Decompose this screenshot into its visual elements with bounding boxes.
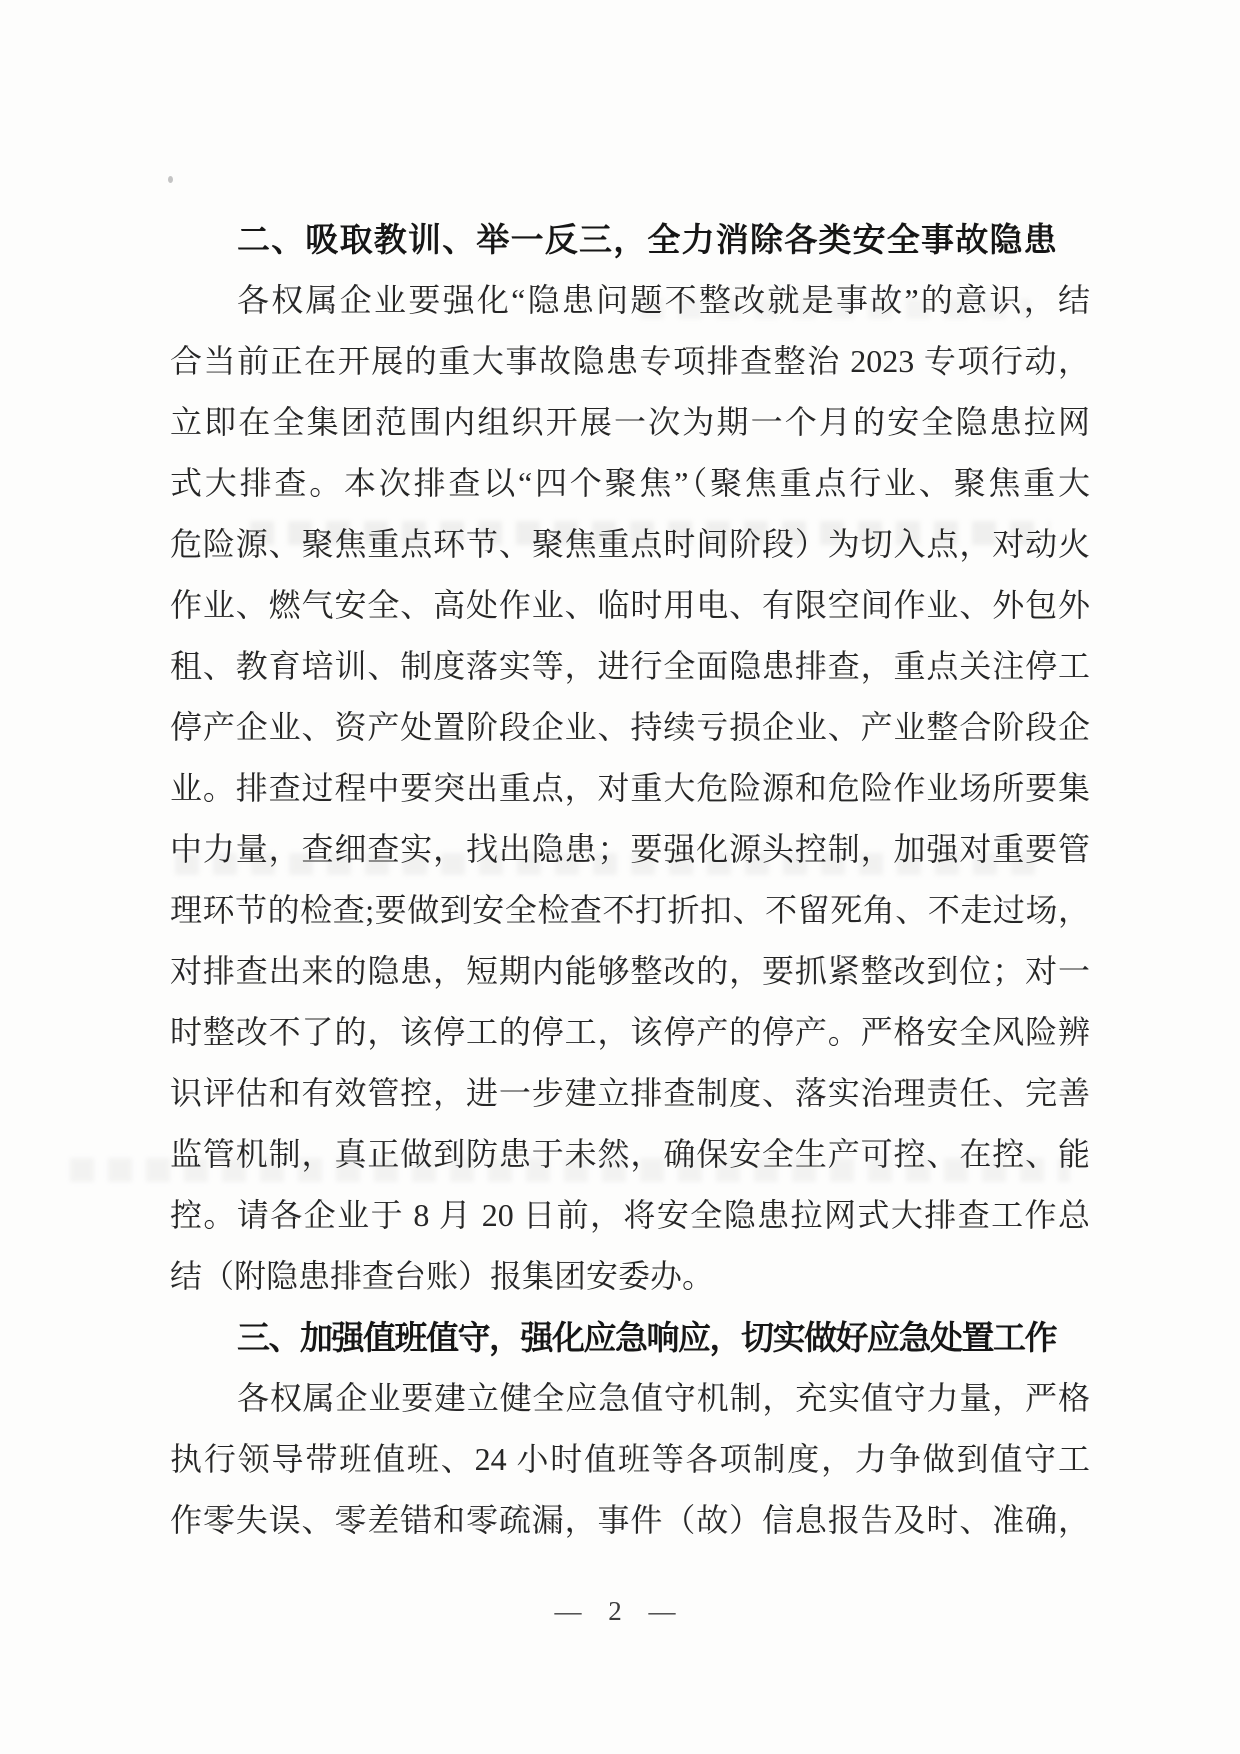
- text-line: 对排查出来的隐患，短期内能够整改的，要抓紧整改到位；对一: [170, 953, 1090, 989]
- text-line: 合当前正在开展的重大事故隐患专项排查整治 2023 专项行动，: [170, 343, 1090, 379]
- text-line: 业。排查过程中要突出重点，对重大危险源和危险作业场所要集: [170, 770, 1090, 806]
- text-line: 各权属企业要强化“隐患问题不整改就是事故”的意识，结: [237, 282, 1090, 318]
- text-line: 各权属企业要建立健全应急值守机制，充实值守力量，严格: [237, 1380, 1090, 1416]
- text-line: 监管机制，真正做到防患于未然，确保安全生产可控、在控、能: [170, 1136, 1090, 1172]
- text-line: 式大排查。本次排查以“四个聚焦”（聚焦重点行业、聚焦重大: [170, 465, 1090, 501]
- text-line: 作业、燃气安全、高处作业、临时用电、有限空间作业、外包外: [170, 587, 1090, 623]
- text-line: 结（附隐患排查台账）报集团安委办。: [170, 1258, 715, 1294]
- text-line: 立即在全集团范围内组织开展一次为期一个月的安全隐患拉网: [170, 404, 1090, 440]
- text-line: 时整改不了的，该停工的停工，该停产的停产。严格安全风险辨: [170, 1014, 1090, 1050]
- text-line: 停产企业、资产处置阶段企业、持续亏损企业、产业整合阶段企: [170, 709, 1090, 745]
- text-line: 识评估和有效管控，进一步建立排查制度、落实治理责任、完善: [170, 1075, 1090, 1111]
- text-line: 控。请各企业于 8 月 20 日前，将安全隐患拉网式大排查工作总: [170, 1197, 1090, 1233]
- section-heading: 三、加强值班值守，强化应急响应，切实做好应急处置工作: [237, 1319, 1056, 1356]
- text-line: 中力量，查细查实，找出隐患；要强化源头控制，加强对重要管: [170, 831, 1090, 867]
- text-line: 执行领导带班值班、24 小时值班等各项制度，力争做到值守工: [170, 1441, 1090, 1477]
- text-line: 危险源、聚焦重点环节、聚焦重点时间阶段）为切入点，对动火: [170, 526, 1090, 562]
- scan-speck: [168, 176, 173, 183]
- page-number: — 2 —: [554, 1596, 686, 1626]
- section-heading: 二、吸取教训、举一反三，全力消除各类安全事故隐患: [237, 221, 1058, 258]
- document-body: [170, 209, 1090, 1551]
- text-line: 作零失误、零差错和零疏漏，事件（故）信息报告及时、准确，: [170, 1502, 1090, 1538]
- text-line: 理环节的检查;要做到安全检查不打折扣、不留死角、不走过场，: [170, 892, 1090, 928]
- text-line: 租、教育培训、制度落实等，进行全面隐患排查，重点关注停工: [170, 648, 1090, 684]
